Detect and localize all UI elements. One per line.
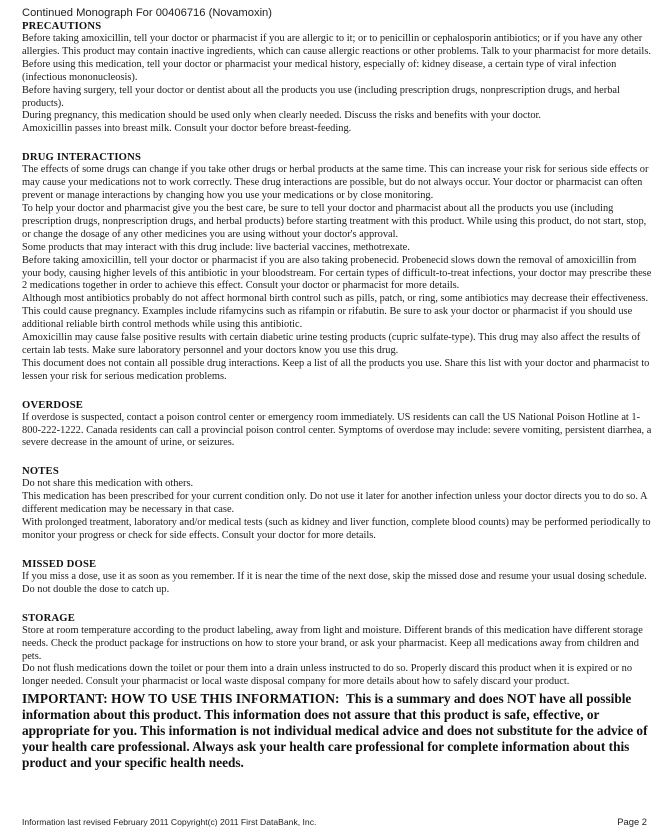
section-heading: PRECAUTIONS <box>22 21 102 32</box>
monograph-document <box>22 6 652 771</box>
paragraph: To help your doctor and pharmacist give you the best care, be sure to tell your doctor and pharmacist about all the products you use (including prescription drugs, nonprescription drugs, and herbal products) before starting treatment with this product. While using this product, do not start, stop, or change the dosage of any other medicines you are using without your doctor's approval. <box>22 202 647 240</box>
section-precautions <box>22 20 652 136</box>
paragraph: Although most antibiotics probably do not affect hormonal birth control such as pills, patch, or ring, some antibiotics may decrease their effectiveness. This could cause pregnancy. Examples include rifamycins such as rifampin or rifabutin. Be sure to ask your doctor or pharmacist if you should use additional reliable birth control methods while using this antibiotic. <box>22 293 649 331</box>
section-storage <box>22 612 652 690</box>
important-text: This is a summary and does NOT have all possible information about this product. This information does not assure that this product is safe, effective, or appropriate for you. This information is not individual medical advice and does not substitute for the advice of your health care professional. Always ask your health care professional for complete information about this product and your specific health needs. <box>22 691 648 771</box>
paragraph: Do not share this medication with others. <box>22 478 194 490</box>
paragraph: Amoxicillin may cause false positive results with certain diabetic urine testing products (cupric sulfate-type). This drug may also affect the results of certain lab tests. Make sure laboratory personnel and your doctors know you use this drug. <box>22 332 641 356</box>
section-heading: OVERDOSE <box>22 399 84 411</box>
section-notes <box>22 465 652 543</box>
paragraph: Some products that may interact with this drug include: live bacterial vaccines, methotrexate. <box>22 241 410 253</box>
paragraph: During pregnancy, this medication should be used only when clearly needed. Discuss the risks and benefits with your doctor. <box>22 110 542 122</box>
section-missed-dose <box>22 558 652 597</box>
paragraph: Do not flush medications down the toilet or pour them into a drain unless instructed to do so. Properly discard this product when it is expired or no longer needed. Consult your pharmacist or local waste disposal company for more details about how to safely discard your product. <box>22 663 633 688</box>
paragraph: This document does not contain all possible drug interactions. Keep a list of all the products you use. Share this list with your doctor and pharmacist to lessen your risk for serious medication problems. <box>22 357 650 382</box>
section-drug-interactions <box>22 151 652 383</box>
paragraph: If overdose is suspected, contact a poison control center or emergency room immediately. US residents can call the US National Poison Hotline at 1-800-222-1222. Canada residents can call a provincial poison control center. Symptoms of overdose may include: severe vomiting, persistent diarrhea, a severe decrease in the amount of urine, or seizures. <box>22 411 652 449</box>
important-label: IMPORTANT: HOW TO USE THIS INFORMATION: <box>22 691 340 707</box>
paragraph: Before having surgery, tell your doctor or dentist about all the products you use (including prescription drugs, nonprescription drugs, and herbal products). <box>22 84 620 109</box>
section-heading: DRUG INTERACTIONS <box>22 152 142 164</box>
paragraph: Before using this medication, tell your doctor or pharmacist your medical history, especially of: kidney disease, a certain type of viral infection (infectious mononucleosis). <box>22 58 617 83</box>
section-heading: MISSED DOSE <box>22 558 97 570</box>
paragraph: Before taking amoxicillin, tell your doctor or pharmacist if you are allergic to it; or to penicillin or cephalosporin antibiotics; or if you have any other allergies. This product may contain inactive ingredients, which can cause allergic reactions or other problems. Talk to your pharmacist for more details. <box>22 33 651 57</box>
paragraph: If you miss a dose, use it as soon as you remember. If it is near the time of the next dose, skip the missed dose and resume your usual dosing schedule. Do not double the dose to catch up. <box>22 570 647 595</box>
paragraph: Amoxicillin passes into breast milk. Consult your doctor before breast-feeding. <box>22 123 352 135</box>
paragraph: The effects of some drugs can change if you take other drugs or herbal products at the same time. This can increase your risk for serious side effects or may cause your medications not to work correctly. These drug interactions are possible, but do not always occur. Your doctor or pharmacist can often prevent or manage interactions by changing how you use your medications or by close monitoring. <box>22 164 649 202</box>
paragraph: This medication has been prescribed for your current condition only. Do not use it later for another infection unless your doctor directs you to do so. A different medication may be necessary in that case. <box>22 491 647 516</box>
paragraph: Store at room temperature according to the product labeling, away from light and moisture. Different brands of this medication have different storage needs. Check the product package for instructions on how to store your brand, or ask your pharmacist. Keep all medications away from children and pets. <box>22 624 643 662</box>
important-notice <box>22 691 652 771</box>
page-number: Page 2 <box>617 816 647 827</box>
section-heading: NOTES <box>22 466 59 478</box>
monograph-title: Continued Monograph For 00406716 (Novamoxin) <box>22 7 273 19</box>
paragraph: Before taking amoxicillin, tell your doctor or pharmacist if you are also taking probenecid. Probenecid slows down the removal of amoxicillin from your body, causing higher levels of this antibiotic in your bloodstream. For certain types of difficult-to-treat infections, your doctor may prescribe these 2 medications together in order to achieve this effect. Consult your doctor or pharmacist for more details. <box>22 254 652 292</box>
section-overdose <box>22 399 652 451</box>
section-heading: STORAGE <box>22 612 76 624</box>
paragraph: With prolonged treatment, laboratory and/or medical tests (such as kidney and liver function, complete blood counts) may be performed periodically to monitor your progress or check for side effects. Consult your doctor for more details. <box>22 517 651 541</box>
footer-revision: Information last revised February 2011 Copyright(c) 2011 First DataBank, Inc. <box>22 817 317 827</box>
